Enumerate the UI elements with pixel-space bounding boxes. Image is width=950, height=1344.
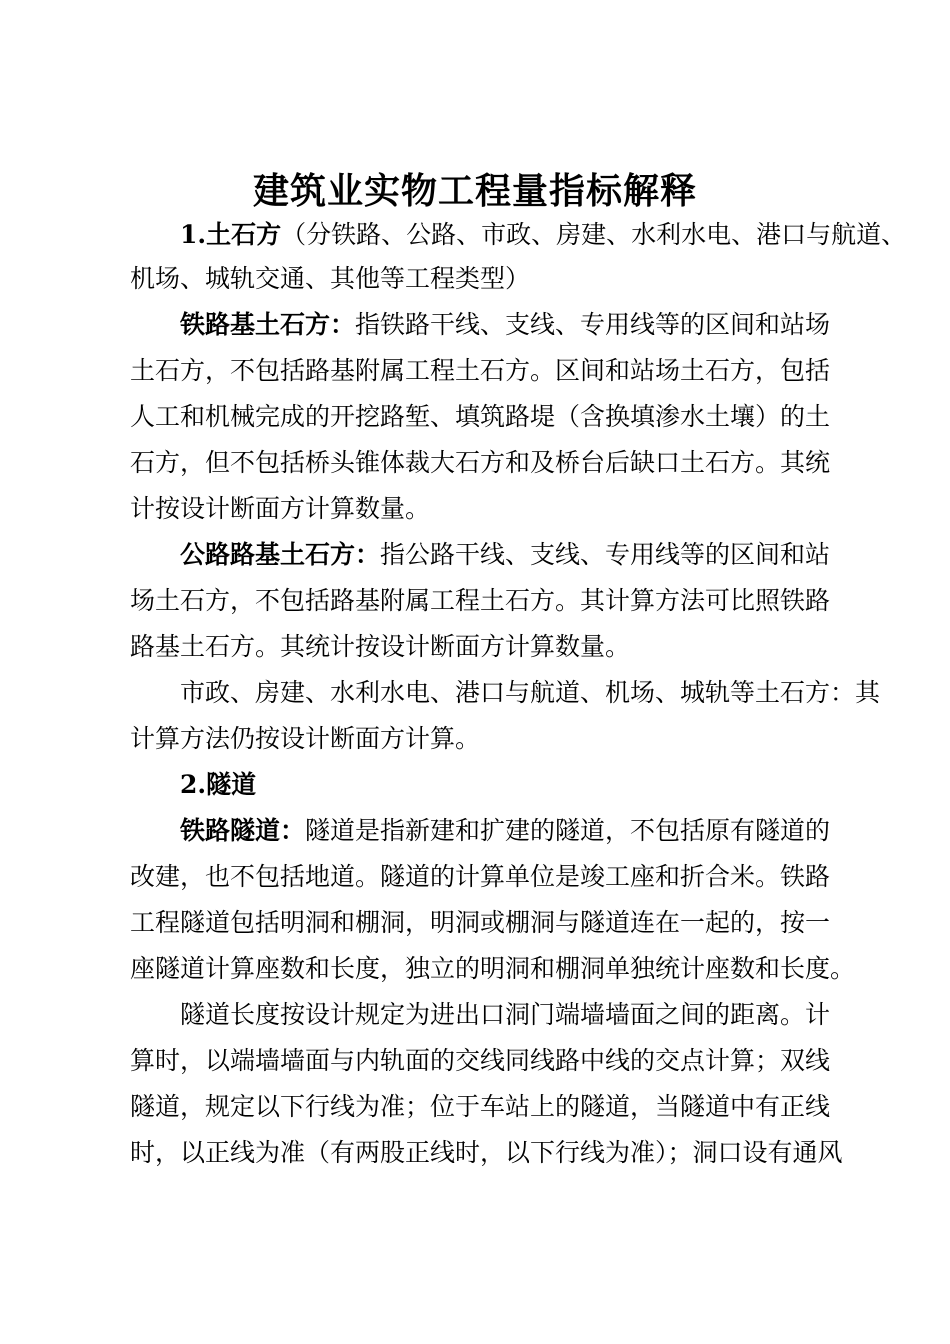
document-title: 建筑业实物工程量指标解释: [252, 170, 697, 212]
railway-tunnel-line-4: 座隧道计算座数和长度，独立的明洞和棚洞单独统计座数和长度。: [130, 954, 856, 983]
railway-earthwork-line-1: 铁路基土石方：指铁路干线、支线、专用线等的区间和站场: [180, 310, 831, 339]
tunnel-length-line-2: 算时，以端墙墙面与内轨面的交线同线路中线的交点计算；双线: [130, 1046, 831, 1075]
railway-earthwork-line-3: 人工和机械完成的开挖路堑、填筑路堤（含换填渗水土壤）的土: [130, 402, 831, 431]
railway-tunnel-line-2: 改建，也不包括地道。隧道的计算单位是竣工座和折合米。铁路: [130, 862, 831, 891]
tunnel-length-line-4: 时，以正线为准（有两股正线时，以下行线为准）；洞口设有通风: [130, 1138, 843, 1167]
other-earthwork-line-1: 市政、房建、水利水电、港口与航道、机场、城轨等土石方：其: [180, 678, 881, 707]
section-1-heading-note: （分铁路、公路、市政、房建、水利水电、港口与航道、: [281, 220, 907, 249]
highway-earthwork-line-2: 场土石方，不包括路基附属工程土石方。其计算方法可比照铁路: [130, 586, 831, 615]
tunnel-length-line-1: 隧道长度按设计规定为进出口洞门端墙墙面之间的距离。计: [180, 1000, 831, 1029]
other-earthwork-line-2: 计算方法仍按设计断面方计算。: [130, 724, 481, 753]
highway-earthwork-line-1: 公路路基土石方：指公路干线、支线、专用线等的区间和站: [180, 540, 831, 569]
section-1-heading: 1.土石方: [180, 220, 282, 249]
railway-tunnel-line-1: 铁路隧道：隧道是指新建和扩建的隧道，不包括原有隧道的: [180, 816, 831, 845]
railway-tunnel-line-3: 工程隧道包括明洞和棚洞，明洞或棚洞与隧道连在一起的，按一: [130, 908, 831, 937]
section-2-heading: 2.隧道: [180, 770, 257, 799]
railway-earthwork-line-2: 土石方，不包括路基附属工程土石方。区间和站场土石方，包括: [130, 356, 831, 385]
railway-earthwork-term: 铁路基土石方：: [180, 310, 356, 339]
railway-tunnel-term: 铁路隧道：: [180, 816, 306, 845]
railway-earthwork-line-4: 石方，但不包括桥头锥体裁大石方和及桥台后缺口土石方。其统: [130, 448, 831, 477]
highway-earthwork-line-3: 路基土石方。其统计按设计断面方计算数量。: [130, 632, 631, 661]
tunnel-length-line-3: 隧道，规定以下行线为准；位于车站上的隧道，当隧道中有正线: [130, 1092, 831, 1121]
highway-earthwork-term: 公路路基土石方：: [180, 540, 381, 569]
section-1-heading-note-cont: 机场、城轨交通、其他等工程类型）: [130, 264, 531, 293]
railway-earthwork-line-5: 计按设计断面方计算数量。: [130, 494, 431, 523]
section-1-heading-line: [180, 212, 907, 258]
